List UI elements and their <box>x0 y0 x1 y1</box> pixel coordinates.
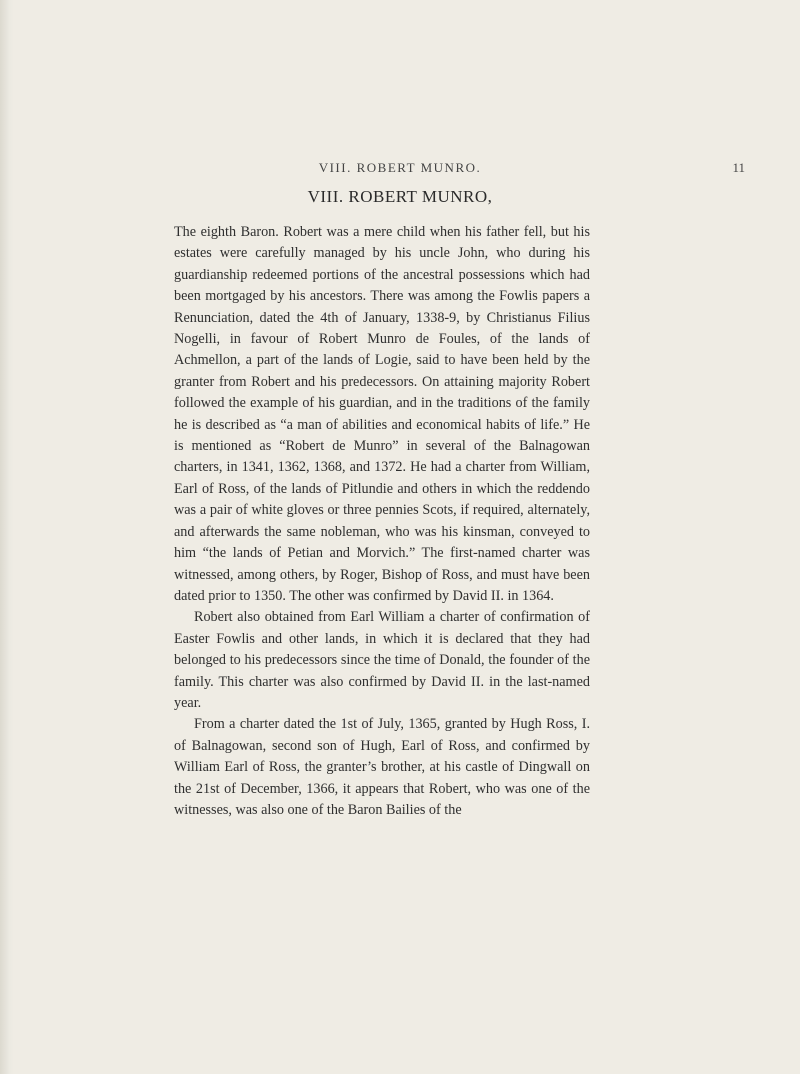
chapter-title: VIII. ROBERT MUNRO, <box>307 187 493 206</box>
running-head: VIII. ROBERT MUNRO. <box>318 160 482 175</box>
body-text <box>174 222 590 821</box>
paragraph: From a charter dated the 1st of July, 1365, granted by Hugh Ross, I. of Balnagowan, second son of Hugh, Earl of Ross, and confirmed by William Earl of Ross, the granter’s brother, at his castle of Dingwall on the 21st of December, 1366, it appears that Robert, who was one of the witnesses, was also one of the Baron Bailies of the <box>174 716 590 818</box>
page-number: 11 <box>732 160 745 175</box>
paragraph: The eighth Baron. Robert was a mere child when his father fell, but his estates were carefully managed by his uncle John, who during his guardianship redeemed portions of the ancestral possessions which had been mortgaged by his ancestors. There was among the Fowlis papers a Renunciation, dated the 4th of January, 1338-9, by Christianus Filius Nogelli, in favour of Robert Munro de Foules, of the lands of Achmellon, a part of the lands of Logie, said to have been held by the granter from Robert and his predecessors. On attaining majority Robert followed the example of his guardian, and in the traditions of the family he is described as “a man of abilities and economical habits of life.” He is mentioned as “Robert de Munro” in several of the Balnagowan charters, in 1341, 1362, 1368, and 1372. He had a charter from William, Earl of Ross, of the lands of Pitlundie and others in which the reddendo was a pair of white gloves or three pennies Scots, if required, alternately, and afterwards the same nobleman, who was his kinsman, conveyed to him “the lands of Petian and Morvich.” The first-named charter was witnessed, among others, by Roger, Bishop of Ross, and must have been dated prior to 1350. The other was confirmed by David II. in 1364. <box>174 224 590 604</box>
page-spine-shadow <box>0 0 14 1074</box>
paragraph: Robert also obtained from Earl William a charter of confirmation of Easter Fowlis and other lands, in which it is declared that they had belonged to his predecessors since the time of Donald, the founder of the family. This charter was also confirmed by David II. in the last-named year. <box>174 609 590 711</box>
